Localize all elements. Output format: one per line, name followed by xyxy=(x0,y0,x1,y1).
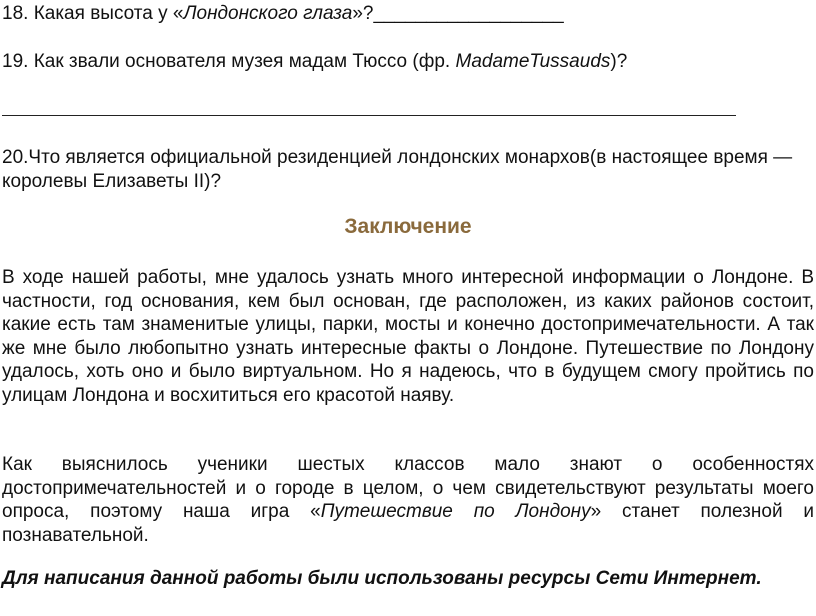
question-18-suffix: »?__________________ xyxy=(352,3,564,24)
answer-line-19 xyxy=(2,115,736,116)
question-18 xyxy=(2,2,564,26)
question-18-prefix: 18. Какая высота у « xyxy=(2,3,184,24)
question-19-prefix: 19. Как звали основателя музея мадам Тюссо (фр. xyxy=(2,51,456,72)
question-19-italic: MadameTussauds xyxy=(455,51,611,72)
sources-note: Для написания данной работы были использованы ресурсы Сети Интернет. xyxy=(2,568,762,589)
conclusion-paragraph-2 xyxy=(2,453,814,547)
question-20: 20.Что является официальной резиденцией лондонских монархов(в настоящее время — королевы Елизаветы II)? xyxy=(2,147,793,192)
paragraph-2-after: » станет полезной и познавательной. xyxy=(2,501,814,546)
question-19 xyxy=(2,50,627,74)
paragraph-2-before: Как выяснилось ученики шестых классов мало знают о особенностях достопримечательностей и о городе в целом, о чем свидетельствуют результаты моего опроса, поэтому наша игра « xyxy=(2,454,814,522)
conclusion-paragraph-1: В ходе нашей работы, мне удалось узнать много интересной информации о Лондоне. В частности, год основания, кем был основан, где расположен, из каких районов состоит, какие есть там знаменитые улицы, парки, мосты и конечно достопримечательности. А так же мне было любопытно узнать интересные факты о Лондоне. Путешествие по Лондону удалось, хоть оно и было виртуальном. Но я надеюсь, что в будущем смогу пройтись по улицам Лондона и восхититься его красотой наяву. xyxy=(2,267,814,406)
paragraph-2-italic: Путешествие по Лондону xyxy=(320,501,591,522)
question-19-suffix: )? xyxy=(610,51,628,72)
question-18-italic: Лондонского глаза xyxy=(183,3,353,24)
conclusion-heading: Заключение xyxy=(344,215,472,238)
